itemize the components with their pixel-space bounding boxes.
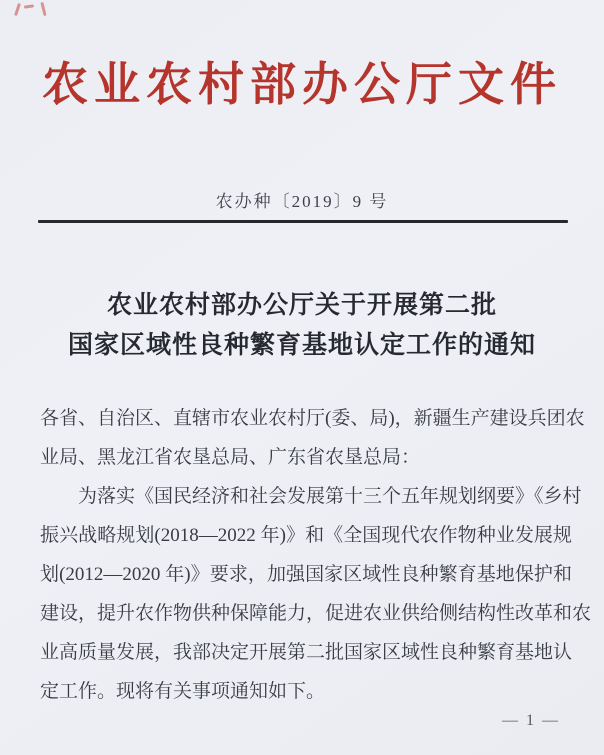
red-scan-artifact-marks: [12, 0, 72, 22]
body-line: 划(2012—2020 年)》要求，加强国家区域性良种繁育基地保护和: [40, 564, 572, 585]
notice-title-line2: 国家区域性良种繁育基地认定工作的通知: [67, 332, 536, 359]
document-number: 农办种〔2019〕9 号: [215, 192, 389, 211]
body-line: 振兴战略规划(2018—2022 年)》和《全国现代农作物种业发展规: [40, 525, 572, 546]
body-line: 定工作。现将有关事项通知如下。: [40, 681, 326, 702]
document-header-title: 农业农村部办公厅文件: [42, 59, 562, 110]
body-line: 业高质量发展，我部决定开展第二批国家区域性良种繁育基地认: [40, 642, 573, 663]
notice-title: [0, 286, 604, 366]
artifact-stroke: [24, 4, 34, 8]
header-divider-line: [38, 220, 568, 223]
body-line: 业局、黑龙江省农垦总局、广东省农垦总局：: [40, 447, 421, 468]
document-body: [40, 399, 592, 711]
body-line: 建设，提升农作物供种保障能力，促进农业供给侧结构性改革和农: [40, 603, 592, 624]
artifact-stroke: [14, 3, 21, 16]
artifact-stroke: [40, 2, 46, 16]
page-number: — 1 —: [502, 712, 560, 729]
body-line: 各省、自治区、直辖市农业农村厅(委、局)，新疆生产建设兵团农: [40, 408, 585, 429]
notice-title-line1: 农业农村部办公厅关于开展第二批: [106, 292, 497, 319]
body-line: 为落实《国民经济和社会发展第十三个五年规划纲要》《乡村: [78, 486, 582, 507]
